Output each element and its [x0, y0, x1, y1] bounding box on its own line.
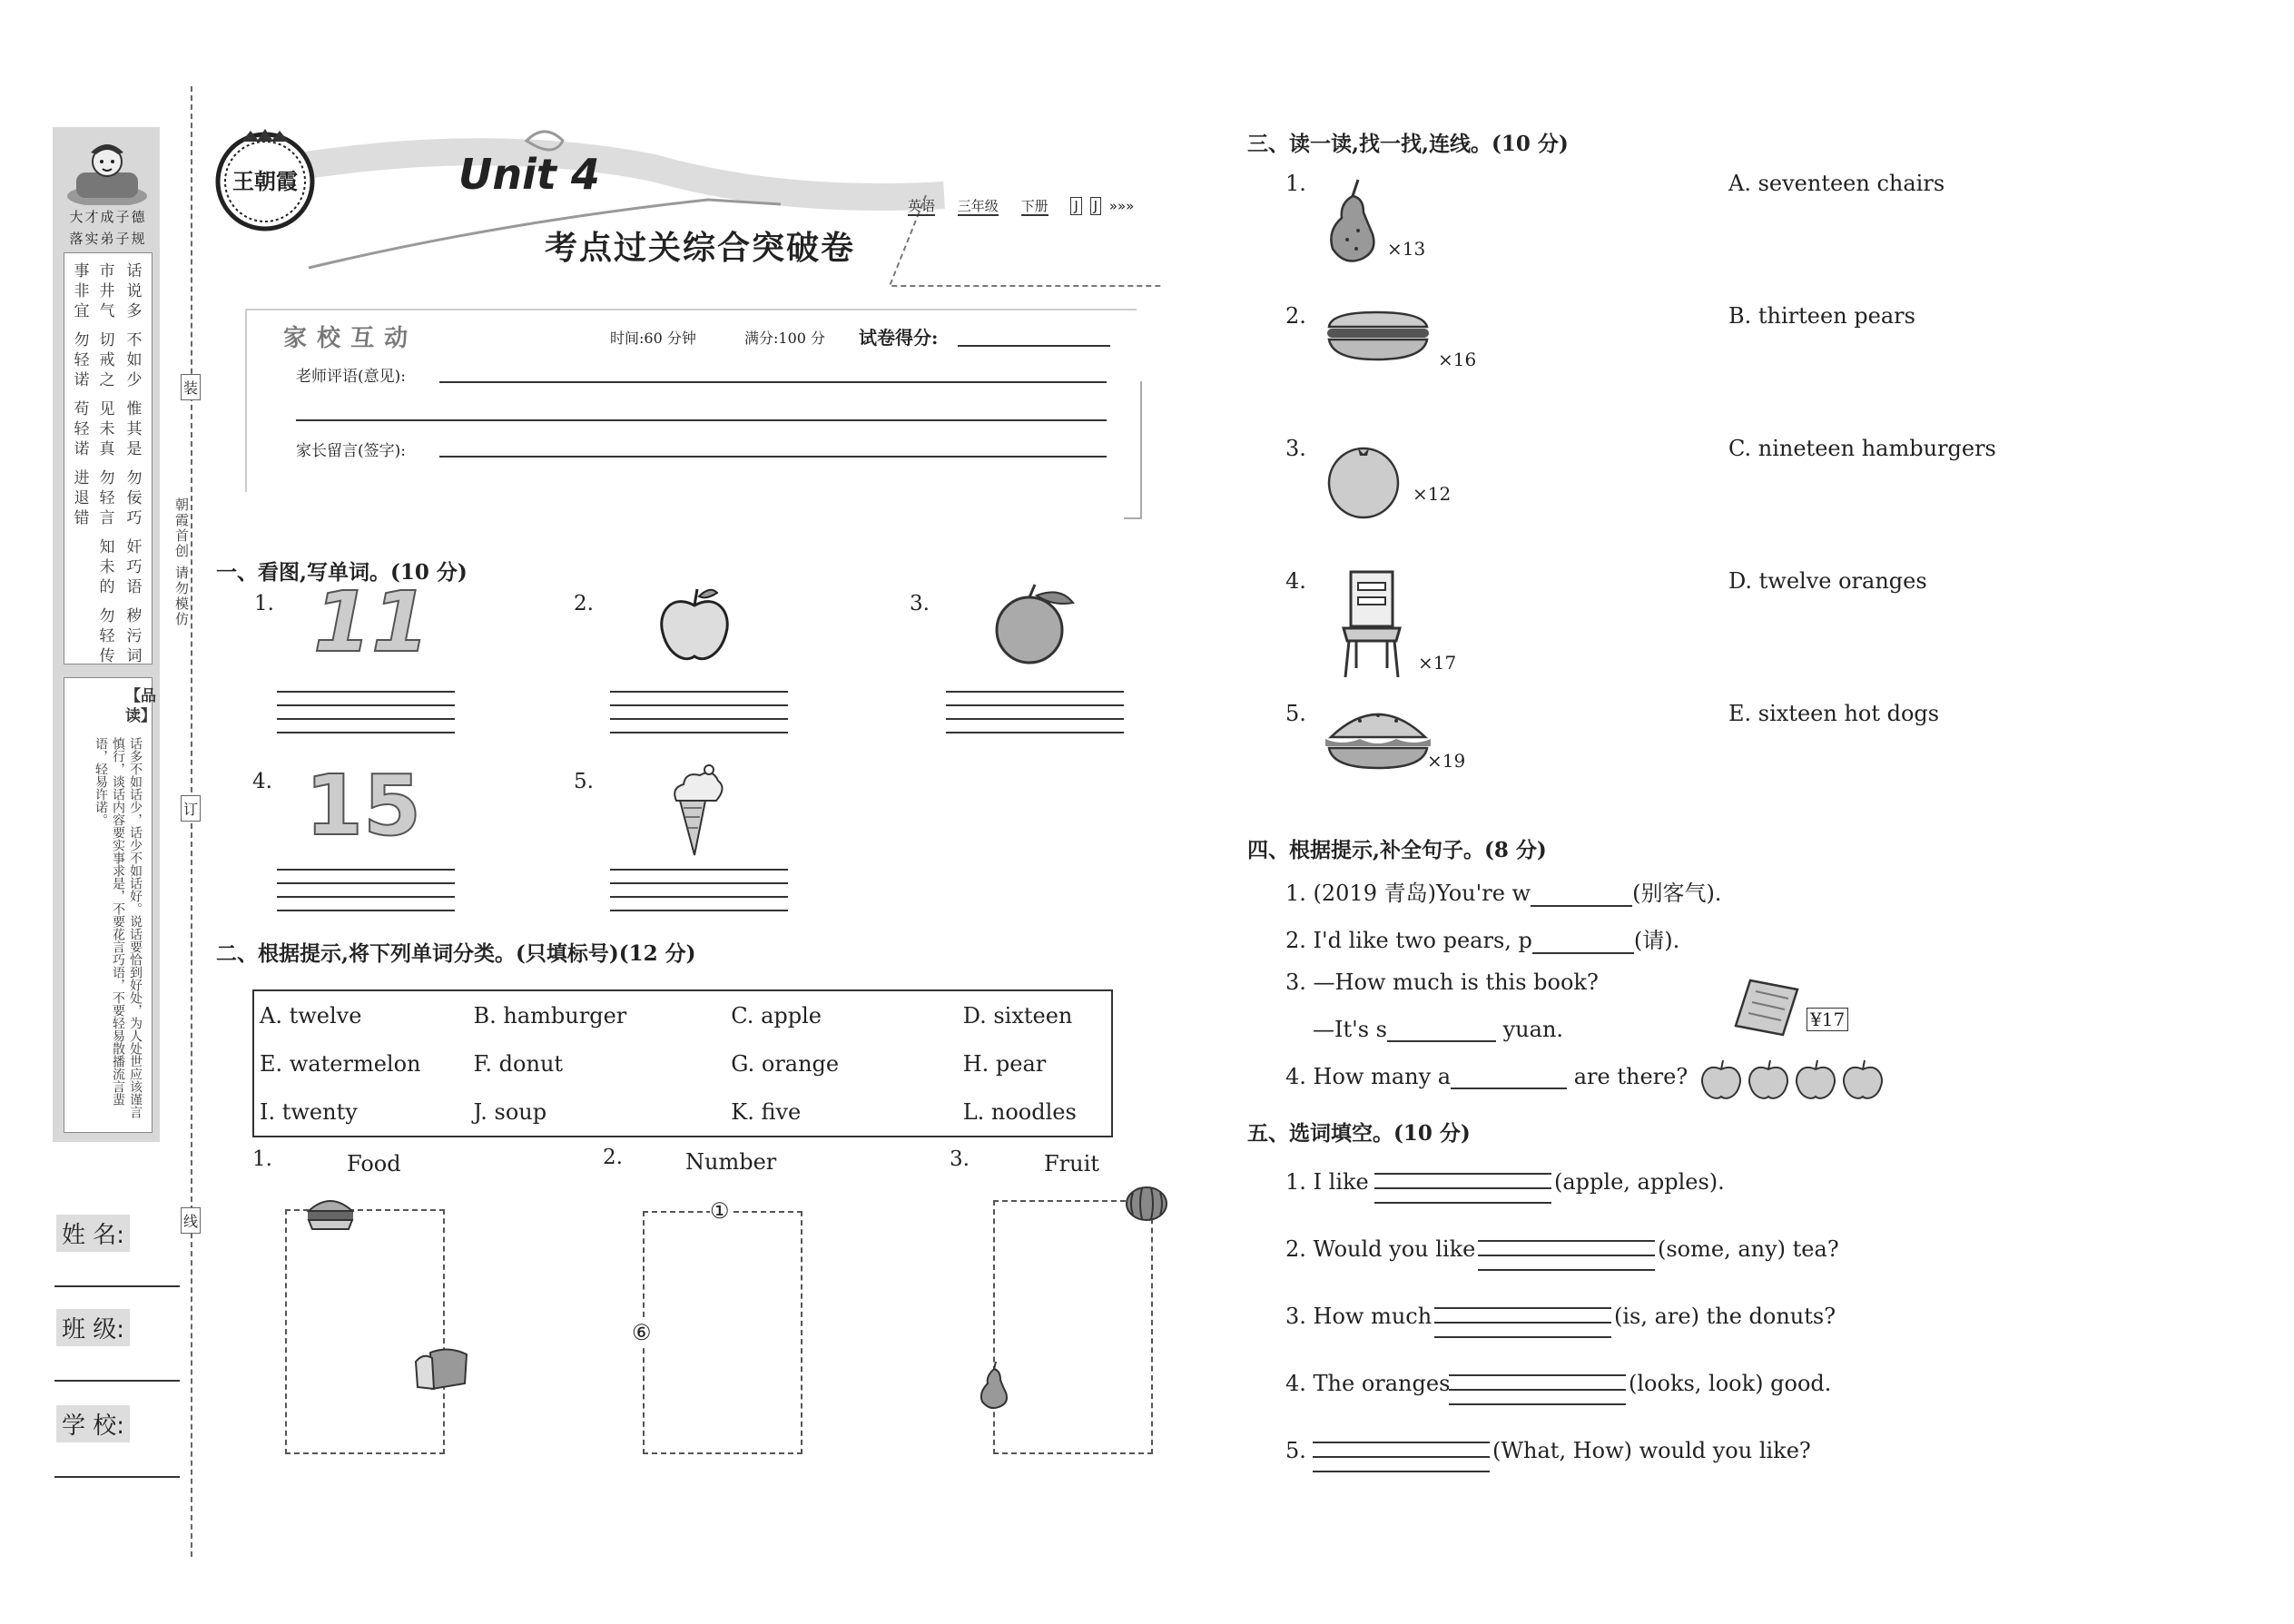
s5-q4-writing-lines[interactable]: [1449, 1362, 1626, 1405]
word-table: [252, 989, 1113, 1137]
full-score-info: 满分:100 分: [744, 330, 826, 347]
s5-q2-post: (some, any) tea?: [1658, 1236, 1839, 1262]
word-cell: B. hamburger: [473, 1002, 627, 1029]
time-info: 时间:60 分钟: [610, 330, 696, 347]
orange-icon: [989, 579, 1080, 666]
s5-q4-pre: 4. The oranges: [1285, 1371, 1451, 1396]
s3-left3-count: ×12: [1413, 483, 1452, 505]
box2-num: 2.: [603, 1146, 623, 1169]
s4-q1: [1285, 875, 1721, 907]
binding-mark-3: 线: [181, 1207, 201, 1234]
family-school-label: 家 校 互 动: [283, 325, 409, 352]
sidebar-motto-2: 落实弟子规: [69, 231, 147, 247]
word-cell: H. pear: [962, 1050, 1047, 1077]
s5-q1-pre: 1. I like: [1285, 1169, 1369, 1195]
s4-q1-blank[interactable]: [1531, 881, 1632, 907]
poem-col-5b: 勿轻传: [99, 607, 115, 665]
number-box[interactable]: [643, 1211, 802, 1454]
word-cell: E. watermelon: [260, 1050, 421, 1077]
table-row: [253, 990, 1112, 1039]
word-cell: J. soup: [473, 1098, 547, 1125]
pear-icon: [1322, 176, 1382, 267]
s5-q2-pre: 2. Would you like: [1285, 1236, 1476, 1262]
s4-q2: [1285, 922, 1679, 954]
bread-icon: [412, 1345, 470, 1393]
teacher-comment-label: 老师评语(意见):: [296, 368, 406, 386]
grade-tags: [908, 196, 1134, 215]
poem-col-1b: 勿轻诺: [74, 331, 90, 389]
school-label: 学 校:: [56, 1405, 130, 1442]
name-label: 姓 名:: [56, 1215, 130, 1252]
pindu-text: 话多不如话少，话少不如话好。说话要恰到好处，为人处世应该谨言慎行，谈话内容要实事求是，不要花言巧语，不要轻易散播流言蜚语，轻易许诺。: [94, 737, 143, 1118]
s1-item4-num: 4.: [252, 770, 272, 793]
s1-item2-num: 2.: [574, 592, 594, 615]
sidebar-motto-1: 大才成子德: [69, 209, 147, 225]
unit-title: Unit 4: [458, 150, 600, 199]
s3-left4-count: ×17: [1418, 652, 1457, 674]
binding-mark-2: 订: [181, 795, 201, 822]
s3-left1-count: ×13: [1387, 238, 1426, 260]
box3-label: Fruit: [1044, 1151, 1099, 1176]
poem-col-3b: 切戒之: [99, 331, 115, 389]
s4-q4-blank[interactable]: [1451, 1064, 1567, 1089]
exam-subtitle: 考点过关综合突破卷: [545, 229, 856, 267]
number-11-icon: 11: [313, 574, 430, 671]
poem-col-4a: 见未真: [99, 400, 115, 458]
s1-item1-num: 1.: [254, 592, 274, 615]
food-box[interactable]: [285, 1209, 445, 1454]
word-cell: A. twelve: [260, 1002, 362, 1029]
apple-icon: [654, 586, 735, 665]
s3-left3-num: 3.: [1285, 436, 1306, 461]
s3-left5-num: 5.: [1285, 701, 1306, 726]
s5-q3-pre: 3. How much: [1285, 1304, 1433, 1329]
s1-item3-writing-lines[interactable]: [946, 679, 1124, 733]
poem-col-6a: 话说多: [126, 262, 143, 320]
s4-q2-blank[interactable]: [1532, 929, 1634, 954]
orange-icon: [1322, 439, 1407, 519]
box3-num: 3.: [950, 1147, 970, 1171]
hamburger-icon: [1324, 701, 1433, 773]
ice-cream-icon: [667, 761, 731, 859]
poem-col-8b: 秽污词: [126, 607, 143, 665]
word-cell: I. twenty: [260, 1098, 358, 1125]
school-field[interactable]: [54, 1476, 180, 1478]
poem-col-7a: 惟其是: [126, 400, 143, 458]
s5-q3-writing-lines[interactable]: [1434, 1294, 1611, 1338]
poem-col-2b: 进退错: [74, 469, 90, 527]
box2-label: Number: [685, 1149, 777, 1175]
teacher-comment-line-2[interactable]: [296, 419, 1107, 421]
s4-q1-pre: 1. (2019 青岛)You're w: [1285, 881, 1531, 906]
s1-item1-writing-lines[interactable]: [277, 679, 455, 733]
s5-q5-pre: 5.: [1285, 1438, 1306, 1463]
pear-icon: [977, 1362, 1011, 1411]
tag-edition-2: J: [1090, 197, 1101, 215]
poem-col-5a: 知未的: [99, 538, 115, 596]
number-15-icon: 15: [305, 757, 422, 854]
class-label: 班 级:: [56, 1309, 130, 1346]
s3-left2-count: ×16: [1438, 349, 1477, 370]
s3-right-c[interactable]: C. nineteen hamburgers: [1728, 436, 1996, 461]
s3-right-b[interactable]: B. thirteen pears: [1728, 303, 1915, 329]
s4-q3-blank[interactable]: [1387, 1017, 1496, 1042]
number-box-mark-6: ⑥: [632, 1320, 652, 1345]
word-cell: F. donut: [473, 1050, 564, 1077]
tag-subject: 英语: [908, 198, 936, 214]
teacher-comment-line-1[interactable]: [439, 381, 1107, 383]
section5-title: 五、选词填空。(10 分): [1247, 1121, 1471, 1146]
tag-edition-1: J: [1070, 197, 1081, 215]
fruit-box[interactable]: [993, 1200, 1153, 1454]
s3-left2-num: 2.: [1285, 303, 1306, 329]
section3-title: 三、读一读,找一找,连线。(10 分): [1247, 132, 1569, 156]
family-box-right-frame: [1124, 381, 1142, 519]
box1-num: 1.: [252, 1147, 272, 1171]
watermelon-icon: [1124, 1184, 1169, 1224]
price-tag: ¥17: [1807, 1008, 1848, 1031]
binding-line: [191, 86, 192, 1557]
s4-q3-post: yuan.: [1502, 1017, 1564, 1042]
s4-q3-pre: —It's s: [1313, 1017, 1387, 1042]
copyright-note: 朝霞首创 请勿模仿: [173, 497, 190, 627]
poem-col-7b: 勿佞巧: [126, 469, 143, 527]
hot-dog-icon: [1322, 309, 1433, 367]
binding-mark-1: 装: [181, 374, 201, 400]
book-icon: [1732, 977, 1801, 1038]
poem-col-6b: 不如少: [126, 331, 143, 389]
s4-q3-line1: 3. —How much is this book?: [1285, 969, 1599, 995]
class-field[interactable]: [54, 1380, 180, 1382]
chair-icon: [1338, 568, 1405, 681]
number-box-mark-1: ①: [710, 1198, 730, 1224]
s4-q1-post: (别客气).: [1632, 881, 1722, 906]
s4-q4-post: are there?: [1573, 1064, 1689, 1089]
s3-right-e[interactable]: E. sixteen hot dogs: [1728, 701, 1940, 726]
parent-comment-label: 家长留言(签字):: [296, 442, 406, 460]
word-cell: D. sixteen: [962, 1002, 1073, 1029]
score-field[interactable]: [958, 345, 1110, 347]
s5-q1-post: (apple, apples).: [1554, 1169, 1725, 1195]
name-field[interactable]: [54, 1285, 180, 1287]
scholar-avatar-icon: [64, 134, 151, 205]
s5-q4-post: (looks, look) good.: [1629, 1371, 1832, 1396]
word-cell: C. apple: [731, 1002, 822, 1029]
tag-grade: 三年级: [957, 198, 999, 214]
s4-q2-pre: 2. I'd like two pears, p: [1285, 928, 1532, 953]
s5-q5-post: (What, How) would you like?: [1492, 1438, 1811, 1463]
word-cell: L. noodles: [962, 1098, 1077, 1125]
s5-q1-writing-lines[interactable]: [1374, 1160, 1551, 1204]
s4-q4-pre: 4. How many a: [1285, 1064, 1452, 1089]
poem-col-8a: 奸巧语: [126, 538, 143, 596]
parent-comment-line[interactable]: [439, 456, 1107, 458]
s3-right-a[interactable]: A. seventeen chairs: [1728, 171, 1945, 196]
s1-item5-num: 5.: [574, 770, 594, 793]
apples-icon: [1698, 1057, 1892, 1102]
hamburger-icon: [305, 1195, 356, 1233]
word-cell: K. five: [731, 1098, 802, 1125]
word-cell: G. orange: [731, 1050, 840, 1077]
s4-q2-post: (请).: [1633, 928, 1680, 953]
s3-right-d[interactable]: D. twelve oranges: [1728, 568, 1927, 594]
table-row: [253, 1088, 1112, 1137]
poem-col-3a: 市井气: [99, 262, 115, 320]
brand-logo-text: 王朝霞: [232, 168, 298, 194]
pindu-label: 【品读】: [125, 687, 156, 725]
s3-left5-count: ×19: [1427, 750, 1466, 772]
poem-col-4b: 勿轻言: [99, 469, 115, 527]
section1-title: 一、看图,写单词。(10 分): [216, 560, 468, 585]
poem-col-1a: 事非宜: [74, 262, 90, 320]
s1-item5-writing-lines[interactable]: [610, 857, 788, 911]
section2-title: 二、根据提示,将下列单词分类。(只填标号)(12 分): [216, 941, 696, 966]
s4-q3-line2: [1313, 1017, 1563, 1042]
tag-volume: 下册: [1020, 198, 1049, 214]
s5-q5-writing-lines[interactable]: [1313, 1429, 1490, 1472]
table-row: [253, 1039, 1112, 1088]
chevron-arrows-icon: »»»: [1108, 198, 1135, 214]
s5-q3-post: (is, are) the donuts?: [1614, 1304, 1836, 1329]
s1-item4-writing-lines[interactable]: [277, 857, 455, 911]
section4-title: 四、根据提示,补全句子。(8 分): [1247, 838, 1547, 862]
s5-q2-writing-lines[interactable]: [1478, 1227, 1655, 1271]
s1-item3-num: 3.: [910, 592, 930, 615]
s4-q4: [1285, 1064, 1688, 1089]
s3-left4-num: 4.: [1285, 568, 1306, 594]
poem-col-2a: 苟轻诺: [74, 400, 90, 458]
s3-left1-num: 1.: [1285, 171, 1306, 196]
box1-label: Food: [347, 1151, 401, 1176]
score-label: 试卷得分:: [859, 327, 939, 349]
s1-item2-writing-lines[interactable]: [610, 679, 788, 733]
